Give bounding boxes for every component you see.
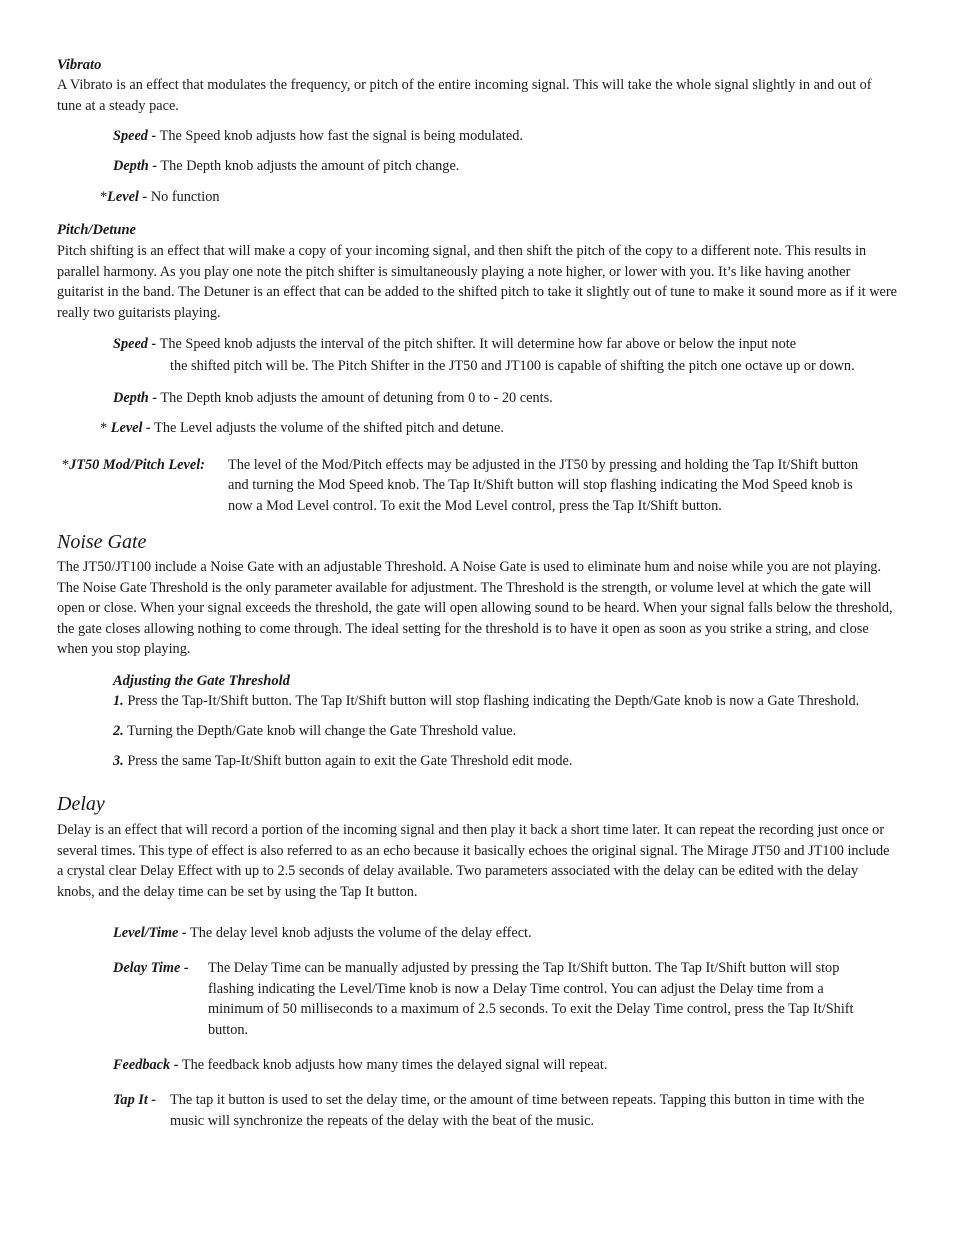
delay-heading: Delay bbox=[57, 793, 105, 815]
gate-step-3-number: 3. bbox=[113, 753, 124, 769]
pitch-level-term: Level - bbox=[110, 420, 151, 436]
gate-step-2-number: 2. bbox=[113, 723, 124, 739]
mod-level-desc-line3: now a Mod Level control. To exit the Mod Level control, press the Tap It/Shift button. bbox=[228, 498, 722, 514]
vibrato-depth-desc: The Depth knob adjusts the amount of pitch change. bbox=[160, 158, 460, 174]
vibrato-description: A Vibrato is an effect that modulates the frequency, or pitch of the entire incoming signal. This will take the whole signal slightly in and out of tune at a steady pace. bbox=[57, 77, 872, 114]
pitch-heading: Pitch/Detune bbox=[57, 222, 136, 238]
delay-level-time-item bbox=[113, 923, 532, 944]
gate-step-1-text: Press the Tap-It/Shift button. The Tap It/Shift button will stop flashing indicating the Depth/Gate knob is now a Gate Threshold. bbox=[127, 693, 860, 709]
vibrato-level-asterisk: * bbox=[100, 189, 108, 205]
gate-step-1 bbox=[113, 691, 859, 712]
mod-level-desc-line1: The level of the Mod/Pitch effects may be adjusted in the JT50 by pressing and holding the Tap It/Shift button bbox=[228, 457, 859, 473]
vibrato-speed-desc: The Speed knob adjusts how fast the signal is being modulated. bbox=[159, 128, 523, 144]
gate-step-1-number: 1. bbox=[113, 693, 124, 709]
pitch-level-item bbox=[100, 418, 504, 439]
delay-feedback-term: Feedback - bbox=[113, 1057, 179, 1073]
gate-step-2-text: Turning the Depth/Gate knob will change the Gate Threshold value. bbox=[127, 723, 517, 739]
delay-time-desc-line2: flashing indicating the Level/Time knob is now a Delay Time control. You can adjust the Delay time from a bbox=[208, 981, 824, 997]
noise-gate-heading: Noise Gate bbox=[57, 531, 147, 553]
vibrato-speed-item bbox=[113, 126, 523, 147]
delay-feedback-item bbox=[113, 1055, 607, 1076]
vibrato-depth-item bbox=[113, 156, 459, 177]
pitch-level-asterisk: * bbox=[100, 420, 108, 436]
delay-time-desc-line4: button. bbox=[208, 1022, 249, 1038]
mod-level-item bbox=[62, 455, 205, 476]
pitch-depth-term: Depth - bbox=[113, 390, 158, 406]
delay-time-desc-line3: minimum of 50 milliseconds to a maximum of 2.5 seconds. To exit the Delay Time control, press the Tap It/Shift bbox=[208, 1001, 854, 1017]
mod-level-asterisk: * bbox=[62, 457, 70, 473]
pitch-depth-desc: The Depth knob adjusts the amount of detuning from 0 to - 20 cents. bbox=[160, 390, 553, 406]
gate-threshold-subheading: Adjusting the Gate Threshold bbox=[113, 673, 290, 689]
tap-it-desc-line2: music will synchronize the repeats of the delay with the beat of the music. bbox=[170, 1113, 595, 1129]
tap-it-desc-line1: The tap it button is used to set the delay time, or the amount of time between repeats. Tapping this button in time with the bbox=[170, 1092, 865, 1108]
pitch-speed-desc-line1: The Speed knob adjusts the interval of the pitch shifter. It will determine how far above or below the input note bbox=[159, 336, 797, 352]
delay-level-time-desc: The delay level knob adjusts the volume of the delay effect. bbox=[190, 925, 532, 941]
pitch-speed-desc-line2: the shifted pitch will be. The Pitch Shifter in the JT50 and JT100 is capable of shifting the pitch one octave up or down. bbox=[170, 358, 855, 374]
delay-feedback-desc: The feedback knob adjusts how many times the delayed signal will repeat. bbox=[181, 1057, 608, 1073]
gate-step-3-text: Press the same Tap-It/Shift button again to exit the Gate Threshold edit mode. bbox=[127, 753, 573, 769]
vibrato-level-term: Level - bbox=[107, 189, 148, 205]
mod-level-term: JT50 Mod/Pitch Level: bbox=[69, 457, 205, 473]
tap-it-term bbox=[113, 1090, 156, 1111]
delay-description: Delay is an effect that will record a portion of the incoming signal and then play it back a short time later. It can repeat the recording just once or several times. This type of effect is also referred to as an echo because it basically echoes the original signal. The Mirage JT50 and JT100 include a crystal clear Delay Effect with up to 2.5 seconds of delay available. Two parameters associated with the delay can be edited with the delay knobs, and the delay time can be set by using the Tap It button. bbox=[57, 822, 890, 900]
pitch-speed-term: Speed - bbox=[113, 336, 157, 352]
vibrato-speed-term: Speed - bbox=[113, 128, 157, 144]
pitch-speed-item bbox=[113, 334, 796, 355]
vibrato-level-item bbox=[100, 187, 220, 208]
mod-level-desc-line2: and turning the Mod Speed knob. The Tap It/Shift button will stop flashing indicating the Mod Speed knob is bbox=[228, 477, 853, 493]
pitch-description: Pitch shifting is an effect that will make a copy of your incoming signal, and then shift the pitch of the copy to a different note. This results in parallel harmony. As you play one note the pitch shifter is simultaneously playing a note higher, or lower with you. It’s like having another guitarist in the band. The Detuner is an effect that can be added to the shifted pitch to take it slightly out of tune to make it sound more as if it were really two guitarists playing. bbox=[57, 243, 897, 321]
vibrato-heading: Vibrato bbox=[57, 57, 102, 73]
gate-step-3 bbox=[113, 751, 572, 772]
delay-time-term-text: Delay Time - bbox=[113, 960, 189, 976]
gate-step-2 bbox=[113, 721, 516, 742]
vibrato-depth-term: Depth - bbox=[113, 158, 158, 174]
delay-level-time-term: Level/Time - bbox=[113, 925, 187, 941]
delay-time-term bbox=[113, 958, 189, 979]
tap-it-term-text: Tap It - bbox=[113, 1092, 157, 1108]
delay-time-desc-line1: The Delay Time can be manually adjusted by pressing the Tap It/Shift button. The Tap It/Shift button will stop bbox=[208, 960, 840, 976]
vibrato-level-desc: No function bbox=[150, 189, 220, 205]
noise-gate-description: The JT50/JT100 include a Noise Gate with an adjustable Threshold. A Noise Gate is used to eliminate hum and noise while you are not playing. The Noise Gate Threshold is the only parameter available for adjustment. The Threshold is the strength, or volume level at which the gate will open or close. When your signal exceeds the threshold, the gate will open allowing sound to be heard. When your signal falls below the threshold, the gate closes allowing nothing to come through. The ideal setting for the threshold is to have it open as soon as you strike a string, and close when you stop playing. bbox=[57, 559, 893, 658]
pitch-depth-item bbox=[113, 388, 553, 409]
pitch-level-desc: The Level adjusts the volume of the shifted pitch and detune. bbox=[154, 420, 504, 436]
